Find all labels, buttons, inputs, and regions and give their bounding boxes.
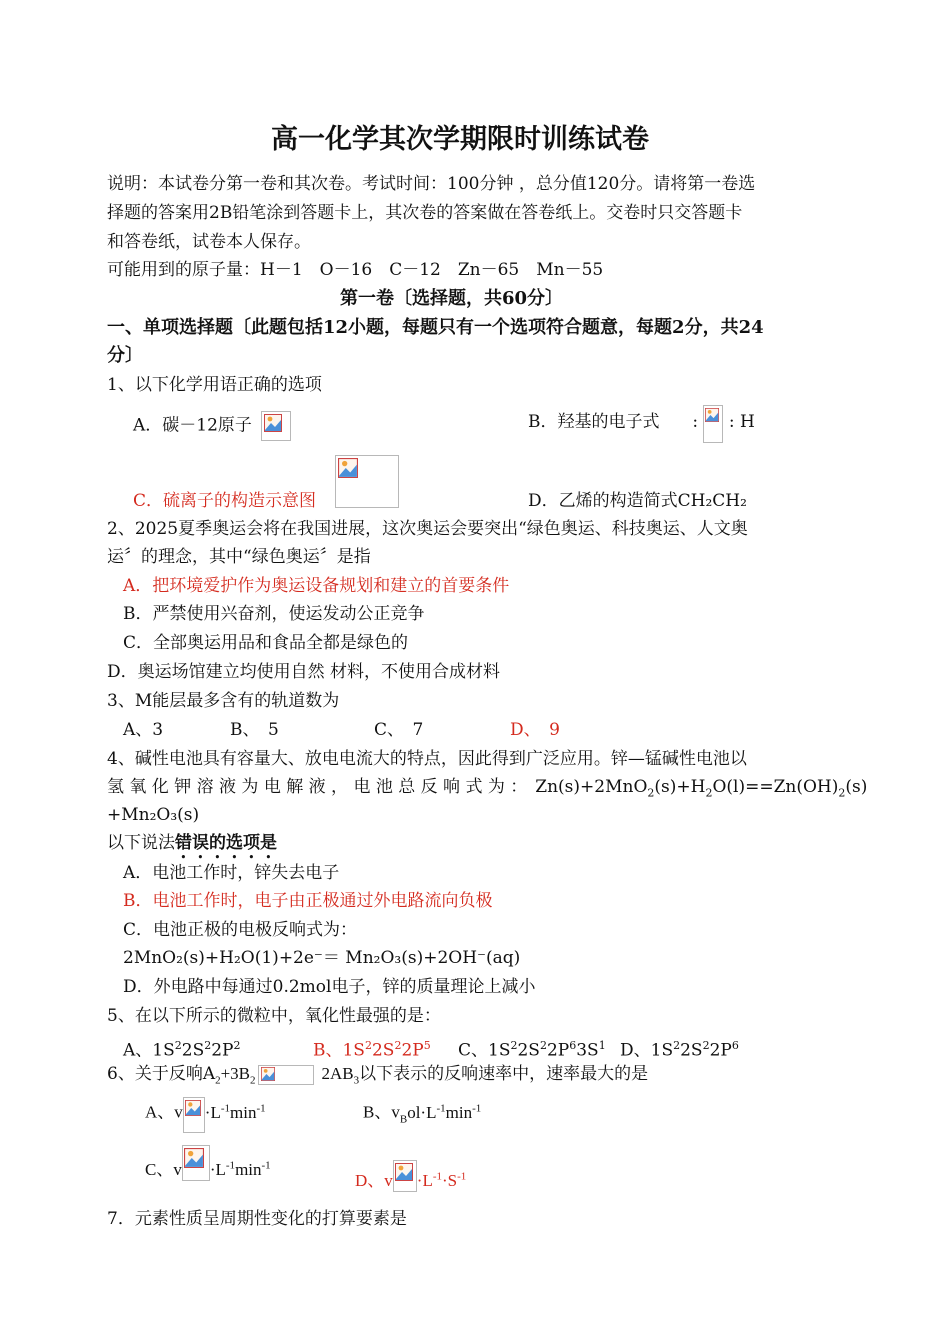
part1-title: 第一卷〔选择题，共60分〕 [340,288,564,309]
atomic-masses: 可能用到的原子量：H－1 O－16 C－12 Zn－65 Mn－55 [107,260,604,280]
q4-option-b: B．电池工作时，电子由正极通过外电路流向负极 [123,891,493,911]
q6-option-a: A、v $\cdot L^{-1}\min^{-1}$ [145,1097,266,1133]
q3-option-b: B、 5 [230,720,279,740]
q1-option-d: D．乙烯的构造简式CH₂CH₂ [528,491,747,511]
q2-stem-1: 2、2025夏季奥运会将在我国进展，这次奥运会要突出“绿色奥运、科技奥运、人文奥 [107,519,748,539]
intro-line-2: 择题的答案用2B铅笔涂到答题卡上，其次卷的答案做在答卷纸上。交卷时只交答题卡 [107,203,743,223]
q1-option-a [133,411,291,441]
q1-option-a-text: A．碳－12原子 [133,415,252,436]
q4-stem-1: 4、碱性电池具有容量大、放电电流大的特点，因此得到广泛应用。锌—锰碱性电池以 [107,749,747,769]
q1-stem: 1、以下化学用语正确的选项 [107,375,322,395]
q6-option-c-prefix: C、v [145,1160,182,1179]
q1-option-c: C．硫离子的构造示意图 [133,491,317,511]
q4-option-a: A．电池工作时，锌失去电子 [123,863,340,883]
q3-option-a: A、3 [123,720,164,740]
q1-option-b: B．羟基的电子式 : : H [528,411,755,443]
q4-option-d: D．外电路中每通过0.2mol电子，锌的质量理论上减小 [123,977,536,997]
broken-image-icon [393,1160,417,1192]
q6-stem-suffix: 以下表示的反响速率中，速率最大的是 [359,1064,649,1084]
q6-stem: 6、关于反响$A_2+3B_2$ $2AB_3$以下表示的反响速率中，速率最大的是 [107,1064,649,1087]
q2-option-a: A．把环境爱护作为奥运设备规划和建立的首要条件 [123,576,510,596]
intro-line-3: 和答卷纸，试卷本人保存。 [107,232,311,252]
q3-option-d: D、 9 [510,720,560,740]
section1-line-1: 一、单项选择题〔此题包括12小题，每题只有一个选项符合题意，每题2分，共24 [107,317,764,338]
q3-stem: 3、M能层最多含有的轨道数为 [107,691,340,711]
section1-line-2: 分〕 [107,345,143,366]
q6-stem-prefix: 6、关于反响A [107,1064,216,1084]
q4-ask-emphasis: 错误的选项是 [175,833,277,853]
q6-option-a-prefix: A、v [145,1102,183,1122]
q2-option-d: D．奥运场馆建立均使用自然 材料，不使用合成材料 [107,662,501,682]
q4-equation: $Zn(s)+2MnO_2(s)+H_2O(l)==Zn(OH)_2(s)$ [535,777,868,800]
q5-option-a: A、$1S^22S^22P^2$ [123,1039,241,1061]
q4-stem-2-text: 氢 氧 化 钾 溶 液 为 电 解 液 ， 电 池 总 反 响 式 为 ： [107,777,528,797]
q4-ask [107,832,277,863]
q1-option-b-tail: H [740,412,755,432]
broken-image-icon [258,1065,314,1085]
q6-option-d-prefix: D、v [355,1171,393,1190]
broken-image-icon [261,411,291,441]
q6-option-d: D、v $\cdot L^{-1}\cdot S^{-1}$ [355,1160,466,1192]
q7-stem: 7．元素性质呈周期性变化的打算要素是 [107,1209,407,1229]
q4-option-c: C．电池正极的电极反响式为： [123,920,358,940]
intro-line-1: 说明：本试卷分第一卷和其次卷。考试时间：100分钟 ，总分值120分。请将第一卷选 [107,174,756,194]
q4-stem-2 [107,776,867,804]
q4-stem-3: +Mn₂O₃(s) [107,805,200,825]
broken-image-icon [183,1097,205,1133]
q3-option-c: C、 7 [374,720,424,740]
q6-option-b-prefix: B、v [363,1102,400,1122]
q2-stem-2: 运〞的理念，其中“绿色奥运〞是指 [107,547,371,567]
broken-image-icon [182,1145,210,1181]
q1-option-c-image [335,455,399,508]
q5-option-b: B、$1S^22S^22P^5$ [313,1039,431,1061]
q5-option-d: D、$1S^22S^22P^6$ [620,1039,739,1061]
q6-option-b: B、$v_Bol\cdot L^{-1}\min^{-1}$ [363,1102,482,1126]
q5-option-c: C、$1S^22S^22P^63S^1$ [458,1039,606,1061]
q2-option-c: C．全部奥运用品和食品全都是绿色的 [123,633,409,653]
page-title: 高一化学其次学期限时训练试卷 [271,124,649,155]
q4-ask-prefix: 以下说法 [107,833,175,853]
q4-option-c-equation: 2MnO₂(s)+H₂O(1)+2e⁻＝ Mn₂O₃(s)+2OH⁻(aq) [123,948,521,968]
q6-option-c: C、v $\cdot L^{-1}\min^{-1}$ [145,1145,271,1181]
q2-option-b: B．严禁使用兴奋剂，使运发动公正竞争 [123,604,425,624]
q1-option-b-text: B．羟基的电子式 [528,412,660,432]
q5-stem: 5、在以下所示的微粒中，氧化性最强的是： [107,1006,441,1026]
broken-image-icon [703,405,723,443]
